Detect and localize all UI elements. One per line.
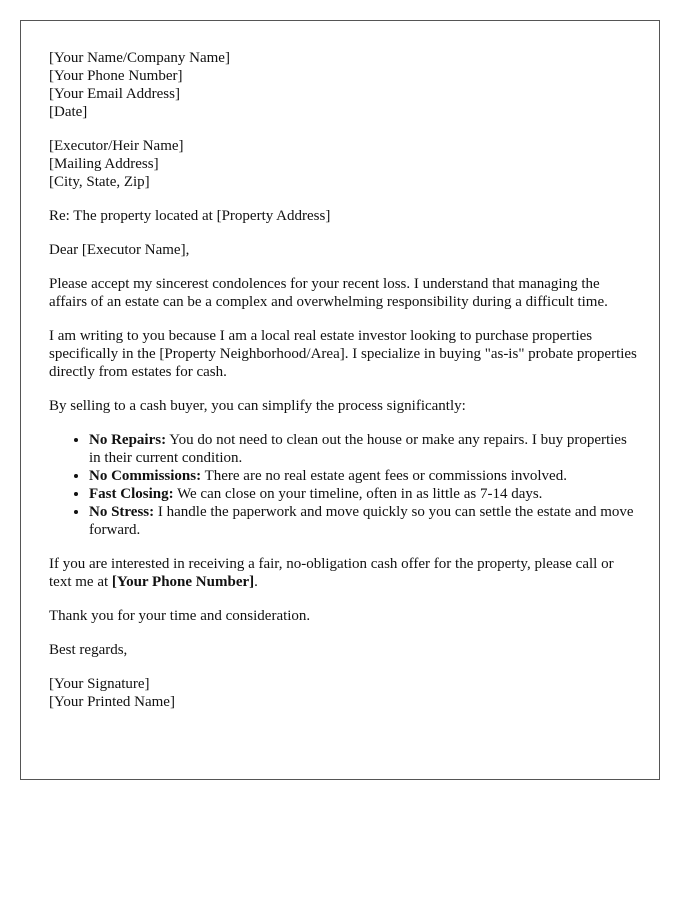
benefit-text: You do not need to clean out the house or make any repairs. I buy properties in their current condition. [89, 432, 627, 466]
sender-phone: [Your Phone Number] [49, 68, 183, 84]
benefit-title: No Stress: [89, 504, 155, 520]
closing: Best regards, [49, 642, 128, 658]
printed-name: [Your Printed Name] [49, 694, 175, 710]
introduction-paragraph: I am writing to you because I am a local real estate investor looking to purchase properties specifically in the [Property Neighborhood/Area]. I specialize in buying "as-is" probate properties directly from estates for cash. [49, 328, 637, 380]
signature-block [49, 675, 639, 711]
letter-body [49, 49, 639, 727]
benefits-list [49, 431, 639, 539]
call-to-action-paragraph [49, 555, 639, 591]
recipient-address: [Mailing Address] [49, 156, 159, 172]
benefit-title: No Commissions: [89, 468, 202, 484]
benefit-title: No Repairs: [89, 432, 167, 448]
cta-phone: [Your Phone Number] [111, 574, 255, 590]
benefit-text: There are no real estate agent fees or commissions involved. [201, 468, 567, 484]
thanks-paragraph: Thank you for your time and consideration. [49, 608, 311, 624]
signature: [Your Signature] [49, 676, 150, 692]
salutation: Dear [Executor Name], [49, 242, 190, 258]
letter-date: [Date] [49, 104, 88, 120]
list-item [89, 467, 639, 485]
sender-block [49, 49, 639, 121]
cta-text: If you are interested in receiving a fair, no-obligation cash offer for the property, please call or text me at [49, 556, 614, 590]
sender-email: [Your Email Address] [49, 86, 180, 102]
benefits-intro: By selling to a cash buyer, you can simplify the process significantly: [49, 398, 466, 414]
list-item [89, 485, 639, 503]
recipient-city-state-zip: [City, State, Zip] [49, 174, 150, 190]
list-item [89, 431, 639, 467]
sender-name: [Your Name/Company Name] [49, 50, 230, 66]
letter-frame [20, 20, 660, 780]
recipient-name: [Executor/Heir Name] [49, 138, 184, 154]
benefit-text: I handle the paperwork and move quickly so you can settle the estate and move forward. [89, 504, 634, 538]
benefit-text: We can close on your timeline, often in as little as 7-14 days. [173, 486, 543, 502]
list-item [89, 503, 639, 539]
condolences-paragraph: Please accept my sincerest condolences for your recent loss. I understand that managing the affairs of an estate can be a complex and overwhelming responsibility during a difficult time. [49, 276, 608, 310]
benefit-title: Fast Closing: [89, 486, 174, 502]
cta-suffix: . [254, 574, 258, 590]
subject-line: Re: The property located at [Property Address] [49, 208, 331, 224]
recipient-block [49, 137, 639, 191]
